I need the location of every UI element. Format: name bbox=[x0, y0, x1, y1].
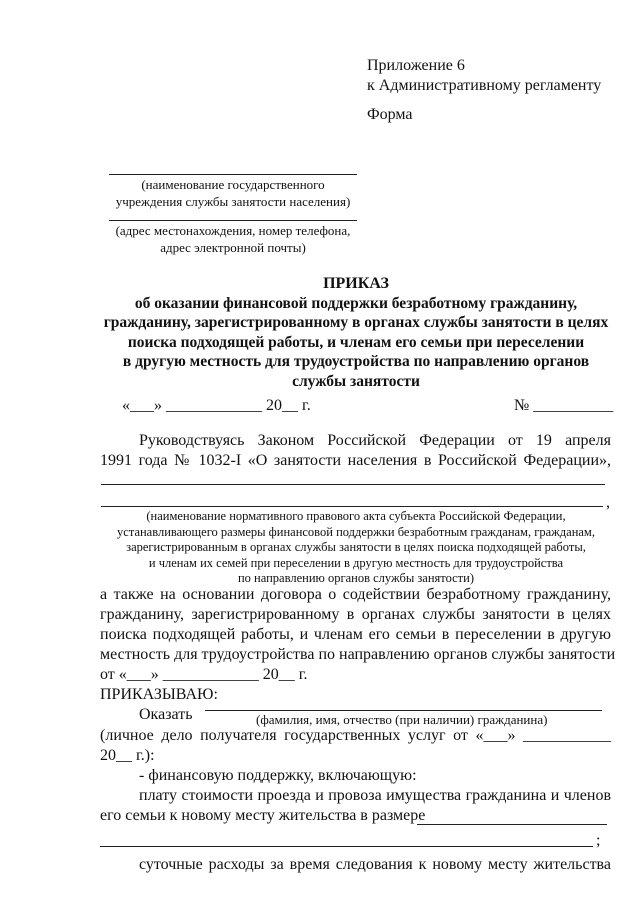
legal-act-caption-line: зарегистрированным в органах службы занятости в целях поиска подходящей работы, bbox=[126, 540, 586, 554]
provide-label: Оказать bbox=[139, 706, 193, 723]
appendix-reference: к Административному регламенту bbox=[367, 77, 602, 94]
address-caption-line: адрес электронной почты) bbox=[160, 240, 306, 255]
travel-amount-line bbox=[417, 824, 607, 825]
order-date: «___» ____________ 20__ г. bbox=[122, 397, 311, 414]
form-label: Форма bbox=[367, 106, 413, 123]
legal-act-caption-line: устанавливающего размеры финансовой поддержки безработным гражданам, гражданам, bbox=[117, 524, 595, 539]
order-title-line: поиска подходящей работы, и членам его семьи при переселении bbox=[127, 333, 585, 351]
address-caption-line: (адрес местонахождения, номер телефона, bbox=[115, 223, 351, 238]
semicolon: ; bbox=[596, 832, 601, 849]
basis-line: поиска подходящей работы, и членам его семьи в переселении в другую bbox=[100, 626, 611, 643]
order-title-line: гражданину, зарегистрированному в органах службы занятости в целях bbox=[103, 314, 609, 331]
preamble-line: 1991 года № 1032-I «О занятости населения в Российской Федерации», bbox=[100, 452, 611, 469]
basis-line: гражданину, зарегистрированному в органах службы занятости в целях bbox=[100, 606, 611, 623]
appendix-header bbox=[367, 56, 601, 96]
institution-caption-line: учреждения службы занятости населения) bbox=[115, 194, 351, 209]
comma: , bbox=[606, 494, 610, 511]
address-caption bbox=[100, 222, 366, 256]
institution-caption-line: (наименование государственного bbox=[141, 177, 325, 192]
travel-line: плату стоимости проезда и провоза имущества гражданина и членов bbox=[139, 787, 611, 804]
institution-name-line bbox=[109, 174, 357, 175]
blank-line bbox=[101, 484, 605, 485]
personal-file-year: 20__ г.): bbox=[100, 747, 155, 764]
fio-line bbox=[205, 710, 602, 711]
legal-act-caption bbox=[100, 509, 612, 587]
order-word: ПРИКАЗЫВАЮ: bbox=[100, 686, 218, 703]
basis-line: местность для трудоустройства по направлению органов службы занятости bbox=[100, 646, 616, 663]
legal-act-caption-line: по направлению органов службы занятости) bbox=[237, 571, 474, 585]
legal-act-caption-line: (наименование нормативного правового акта субъекта Российской Федерации, bbox=[146, 509, 566, 523]
appendix-number: Приложение 6 bbox=[367, 57, 465, 74]
personal-file-line: (личное дело получателя государственных услуг от «___» ___________ bbox=[100, 727, 611, 744]
address-line bbox=[109, 220, 357, 221]
basis-line: а также на основании договора о содействии безработному гражданину, bbox=[100, 586, 611, 603]
order-title bbox=[95, 274, 617, 391]
blank-line bbox=[101, 506, 603, 507]
basis-date: от «___» ____________ 20__ г. bbox=[100, 666, 308, 683]
financial-support: - финансовую поддержку, включающую: bbox=[139, 767, 417, 784]
preamble-line: Руководствуясь Законом Российской Федерации от 19 апреля bbox=[139, 432, 611, 449]
legal-act-caption-line: и членам их семей при переселении в другую местность для трудоустройства bbox=[148, 555, 564, 570]
order-heading: ПРИКАЗ bbox=[323, 275, 389, 292]
order-title-line: службы занятости bbox=[292, 372, 420, 390]
order-title-line: об оказании финансовой поддержки безработному гражданину, bbox=[134, 294, 578, 312]
institution-caption bbox=[100, 176, 366, 210]
blank-line bbox=[100, 846, 593, 847]
daily-expenses-line: суточные расходы за время следования к новому месту жительства bbox=[139, 856, 611, 873]
travel-amount-label: его семьи к новому месту жительства в размере bbox=[100, 807, 426, 824]
order-number: № __________ bbox=[514, 397, 614, 414]
order-title-line: в другую местность для трудоустройства по направлению органов bbox=[122, 353, 590, 370]
fio-caption: (фамилия, имя, отчество (при наличии) гражданина) bbox=[256, 712, 548, 727]
